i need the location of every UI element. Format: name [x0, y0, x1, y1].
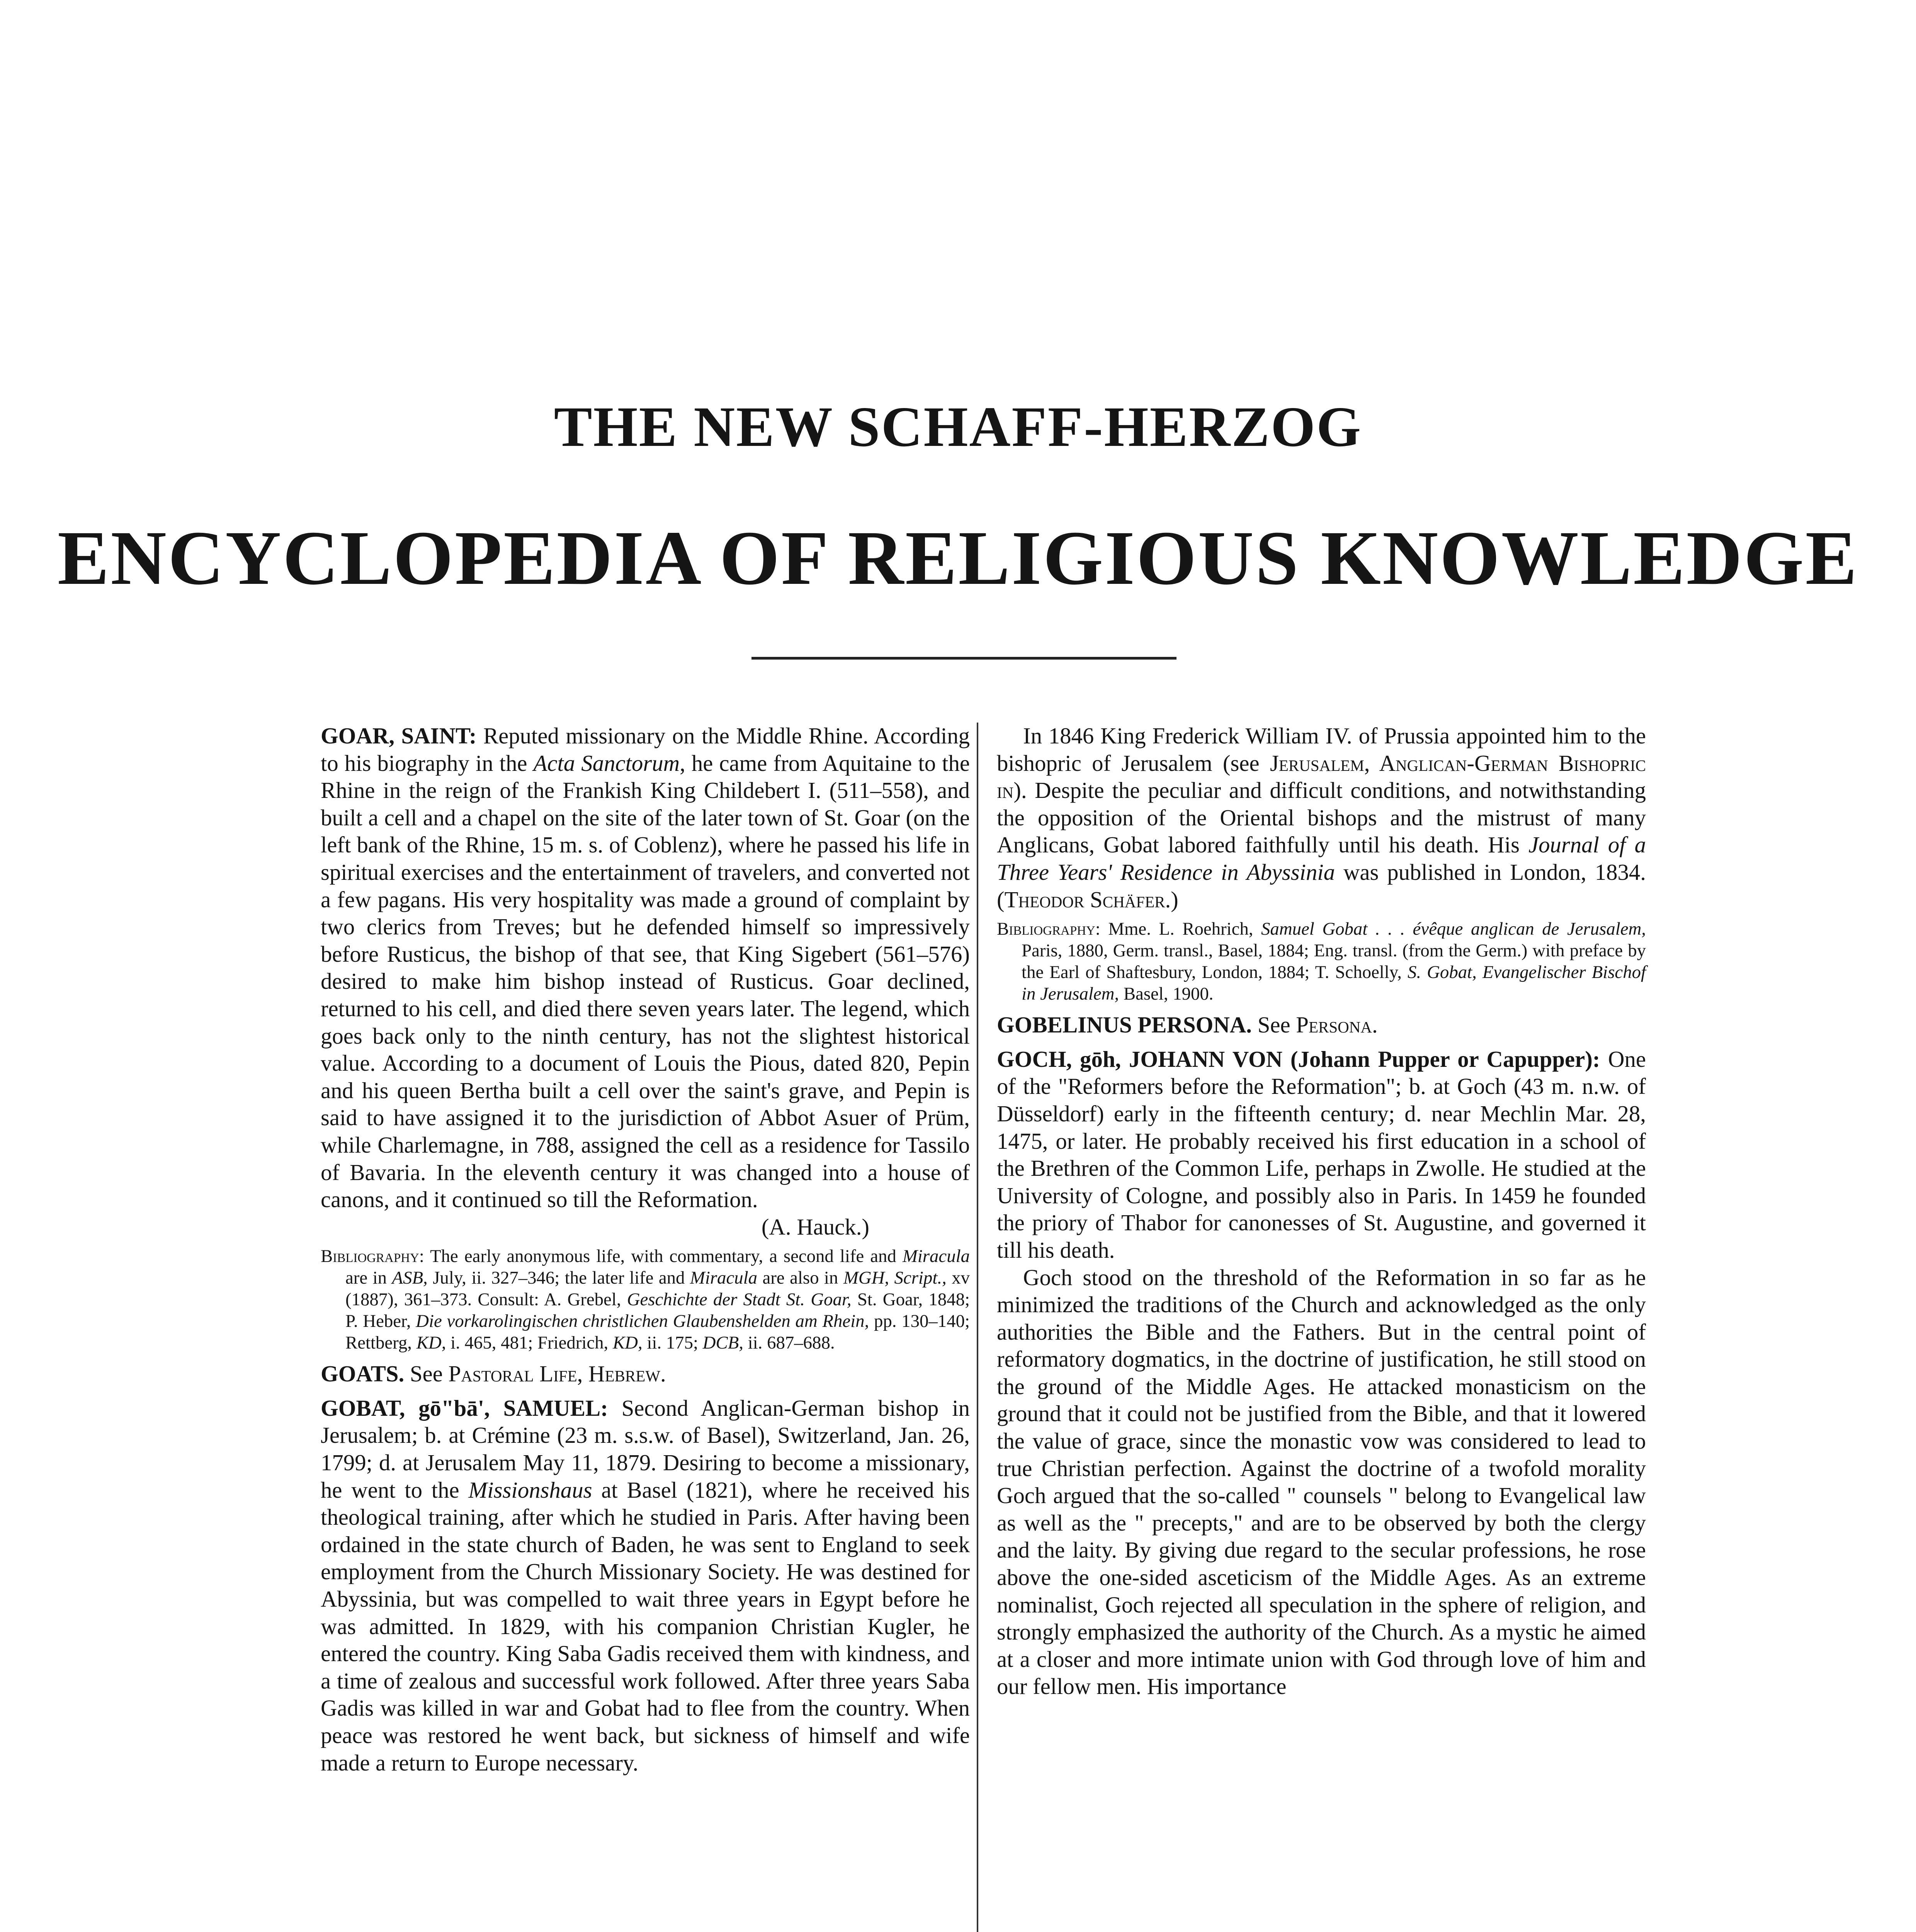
right-column — [997, 723, 1646, 1701]
entry-gobat: GOBAT, gō"bā', SAMUEL: Second Anglican-German bishop in Jerusalem; b. at Crémine (23 m. s.s.w. of Basel), Switzerland, Jan. 26, 1799; d. at Jerusalem May 11, 1879. Desiring to become a missionary, he went to the Missionshaus at Basel (1821), where he received his theological training, after which he studied in Paris. After having been ordained in the state church of Baden, he was sent to England to seek employment from the Church Missionary Society. He was destined for Abyssinia, but was compelled to wait three years in Egypt before he was admitted. In 1829, with his companion Christian Kugler, he entered the country. King Saba Gadis received them with kindness, and a time of zealous and successful work followed. After three years Saba Gadis was killed in war and Gobat had to flee from the country. When peace was restored he went back, but sickness of himself and wife made a return to Europe necessary. — [321, 1395, 970, 1776]
entry-gobelinus: GOBELINUS PERSONA. See Persona. — [997, 1012, 1378, 1038]
goar-bibliography: Bibliography: The early anonymous life, with commentary, a second life and Miracula are in ASB, July, ii. 327–346; the later life and Miracula are also in MGH, Script., xv (1887), 361–373. Consult: A. Grebel, Geschichte der Stadt St. Goar, St. Goar, 1848; P. Heber, Die vorkarolingischen christlichen Glaubenshelden am Rhein, pp. 130–140; Rettberg, KD, i. 465, 481; Friedrich, KD, ii. 175; DCB, ii. 687–688. — [321, 1246, 970, 1353]
headword-goar: GOAR, SAINT: — [321, 723, 477, 748]
cross-reference: Jerusalem, Anglican-German Bishopric in — [997, 750, 1646, 803]
title-rule — [751, 657, 1176, 660]
gobat-bibliography: Bibliography: Mme. L. Roehrich, Samuel Gobat . . . évêque anglican de Jerusalem, Paris, 1880, Germ. transl., Basel, 1884; Eng. transl. (from the Germ.) with preface by the Earl of Shaftesbury, London, 1884; T. Schoelly, S. Gobat, Evangelischer Bischof in Jerusalem, Basel, 1900. — [997, 919, 1646, 1004]
gobat-signature: (Theodor Schäfer.) — [997, 887, 1178, 912]
pronunciation: gō"bā', — [418, 1395, 490, 1421]
goar-source: Acta Sanctorum — [533, 750, 680, 776]
cross-reference: Persona. — [1296, 1012, 1378, 1038]
page-title: ENCYCLOPEDIA OF RELIGIOUS KNOWLEDGE — [57, 515, 1859, 601]
entry-goch: GOCH, gōh, JOHANN VON (Johann Pupper or Capupper): One of the "Reformers before the Reformation"; b. at Goch (43 m. n.w. of Düsseldorf) early in the fifteenth century; d. near Mechlin Mar. 28, 1475, or later. He probably received his first education in a school of the Brethren of the Common Life, perhaps in Zwolle. He studied at the University of Cologne, and possibly also in Paris. In 1459 he founded the priory of Thabor for canonesses of St. Augustine, and governed it till his death. — [997, 1046, 1646, 1263]
entry-goar — [321, 723, 970, 1214]
biblio-label: Bibliography: — [321, 1246, 424, 1267]
headword-gobelinus: GOBELINUS PERSONA. — [997, 1012, 1252, 1038]
column-divider — [977, 723, 978, 1932]
headword-goch: GOCH, — [997, 1046, 1072, 1072]
cross-reference: Pastoral Life, Hebrew. — [448, 1361, 666, 1387]
headword-goats: GOATS. — [321, 1361, 405, 1387]
goar-text: Reputed missionary on the Middle Rhine. According to his biography in the — [321, 723, 970, 776]
goar-text-cont: , he came from Aquitaine to the Rhine in the reign of the Frankish King Childebert I. (511–558), and built a cell and a chapel on the site of the later town of St. Goar (on the left bank of the Rhine, 15 m. s. of Coblenz), where he passed his life in spiritual exercises and the entertainment of travelers, and converted not a few pagans. His very hospitality was made a ground of complaint by two clerics from Treves; but he defended himself so impressively before Rusticus, the bishop of that see, that King Sigebert (561–576) desired to make him bishop instead of Rusticus. Goar declined, returned to his cell, and died there seven years later. The legend, which goes back only to the ninth century, has not the slightest historical value. According to a document of Louis the Pious, dated 820, Pepin and his queen Bertha built a cell over the saint's grave, and Pepin is said to have assigned it to the jurisdiction of Abbot Asuer of Prüm, while Charlemagne, in 788, assigned the cell as a residence for Tassilo of Bavaria. In the eleventh century it was changed into a house of canons, and it continued so till the Reformation. — [321, 750, 970, 1213]
entry-goats: GOATS. See Pastoral Life, Hebrew. — [321, 1361, 666, 1387]
headword-gobat: GOBAT, — [321, 1395, 405, 1421]
running-title: THE NEW SCHAFF-HERZOG — [554, 395, 1362, 459]
goch-paragraph-2: Goch stood on the threshold of the Reformation in so far as he minimized the traditions of the Church and acknowledged as the only authorities the Bible and the Fathers. But in the central point of reformatory dogmatics, in the doctrine of justification, he still stood on the ground of the Middle Ages. He attacked monasticism on the ground that it could not be justified from the Bible, and that it lowered the value of grace, since the monastic vow was considered to lead to true Christian perfection. Against the doctrine of a twofold morality Goch argued that the so-called " counsels " belong to Evangelical law as well as the " precepts," and are to be observed by both the clergy and the laity. By giving due regard to the secular professions, he rose above the one-sided asceticism of the Middle Ages. As an extreme nominalist, Goch rejected all speculation in the sphere of religion, and strongly emphasized the authority of the Church. As a mystic he aimed at a closer and more intimate union with God through love of him and our fellow men. His importance — [997, 1265, 1646, 1699]
gobat-paragraph-2: In 1846 King Frederick William IV. of Prussia appointed him to the bishopric of Jerusalem (see Jerusalem, Anglican-German Bishopric in). Despite the peculiar and difficult conditions, and notwithstanding the opposition of the Oriental bishops and the mistrust of many Anglicans, Gobat labored faithfully until his death. His Journal of a Three Years' Residence in Abyssinia was published in London, 1834. (Theodor Schäfer.) — [997, 723, 1646, 912]
left-column — [321, 723, 970, 1777]
goar-signature: (A. Hauck.) — [761, 1214, 869, 1240]
